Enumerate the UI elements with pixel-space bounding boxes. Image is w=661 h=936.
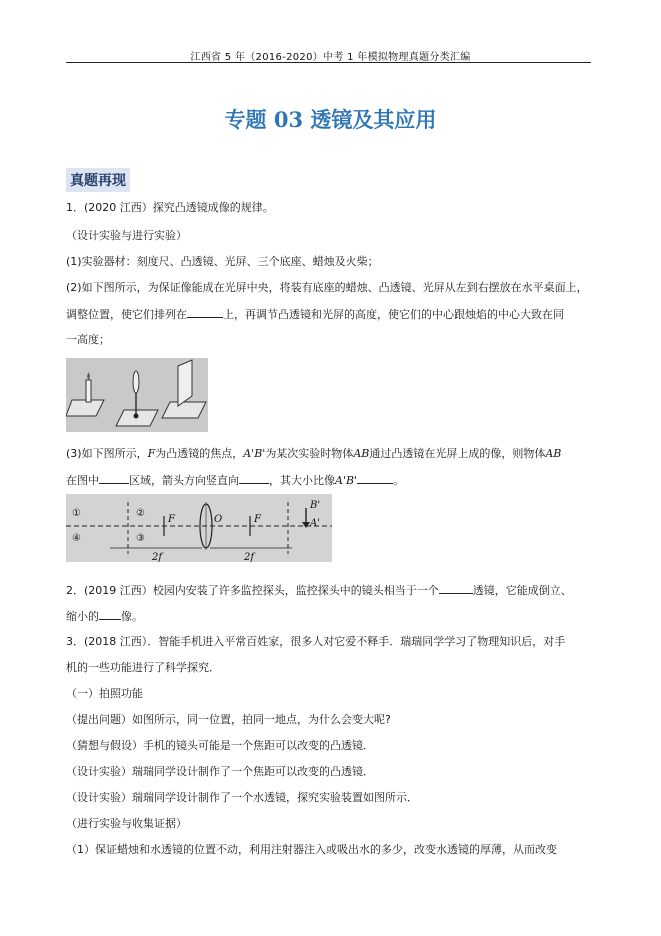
q2-text-d: 像。 bbox=[121, 610, 143, 623]
q2-text-b: 透镜，它能成倒立、 bbox=[472, 584, 572, 597]
answer-blank[interactable] bbox=[439, 582, 473, 594]
q1-step3-text-g: ，其大小比像 bbox=[269, 474, 335, 487]
q1-step3-text-h: 。 bbox=[393, 474, 405, 487]
q2-text-a: 2．(2019 江西）校园内安装了许多监控探头，监控探头中的镜头相当于一个 bbox=[66, 584, 439, 597]
page-title: 专题 03 透镜及其应用 bbox=[224, 107, 437, 132]
q2-text-c: 缩小的 bbox=[66, 610, 99, 623]
q1-step2-text-b: 上，再调节凸透镜和光屏的高度，使它们的中心跟烛焰的中心大致在同 bbox=[223, 308, 564, 321]
q1-step2-line3: 一高度； bbox=[66, 333, 110, 346]
q1-step3-F: F bbox=[147, 447, 156, 460]
q1-step2-line1: (2)如下图所示，为保证像能成在光屏中央，将装有底座的蜡烛、凸透镜、光屏从左到右摆放在水平桌面上， bbox=[66, 281, 588, 294]
q1-step3-text-e: 在图中 bbox=[66, 474, 99, 487]
q3-line8: （进行实验与收集证据） bbox=[66, 817, 187, 830]
region-4-label: ④ bbox=[72, 533, 81, 544]
q1-step3-text-d: 通过凸透镜在光屏上成的像，则物体 bbox=[369, 447, 546, 460]
q1-step3-text-b: 为凸透镜的焦点， bbox=[155, 447, 244, 460]
q3-line3: （一）拍照功能 bbox=[66, 687, 143, 700]
answer-blank[interactable] bbox=[99, 472, 129, 484]
candle-lens-screen-photo bbox=[66, 358, 208, 432]
q3-line9: （1）保证蜡烛和水透镜的位置不动，利用注射器注入或吸出水的多少，改变水透镜的厚薄，从而改变 bbox=[66, 843, 557, 856]
q1-step3-AB2: AB bbox=[353, 447, 370, 460]
optics-bench-diagram bbox=[66, 494, 332, 562]
answer-blank[interactable] bbox=[187, 306, 223, 318]
image-B-label: B' bbox=[310, 500, 321, 511]
focus-F-left: F bbox=[168, 514, 175, 525]
page-header: 江西省 5 年（2016-2020）中考 1 年模拟物理真题分类汇编 bbox=[190, 52, 471, 63]
header-rule bbox=[66, 62, 591, 63]
answer-blank[interactable] bbox=[357, 472, 393, 484]
dist-2f-left: 2f bbox=[152, 552, 163, 562]
q1-step3-AB4: A'B' bbox=[335, 474, 358, 487]
q1-step3-line2 bbox=[66, 472, 596, 489]
q1-step3-line1 bbox=[66, 446, 596, 462]
dist-2f-right: 2f bbox=[244, 552, 255, 562]
q3-line2: 机的一些功能进行了科学探究． bbox=[66, 661, 220, 674]
q1-materials: (1)实验器材：刻度尺、凸透镜、光屏、三个底座、蜡烛及火柴； bbox=[66, 255, 379, 268]
answer-blank[interactable] bbox=[239, 472, 269, 484]
region-2-label: ② bbox=[136, 508, 145, 519]
q1-design: （设计实验与进行实验） bbox=[66, 229, 187, 242]
region-3-label: ③ bbox=[136, 533, 145, 544]
q3-line6: （设计实验）瑞瑞同学设计制作了一个焦距可以改变的凸透镜． bbox=[66, 765, 374, 778]
q2-line2 bbox=[66, 608, 596, 625]
focus-F-right: F bbox=[254, 514, 261, 525]
image-A-label: A' bbox=[310, 518, 320, 529]
q1-intro: 1．(2020 江西）探究凸透镜成像的规律。 bbox=[66, 201, 274, 214]
lens-center-O: O bbox=[214, 514, 223, 525]
q1-step3-AB1: A'B' bbox=[243, 447, 266, 460]
q3-line4: （提出问题）如图所示，同一位置，拍同一地点，为什么会变大呢? bbox=[66, 713, 391, 726]
q2-line1 bbox=[66, 582, 596, 599]
region-1-label: ① bbox=[72, 508, 81, 519]
q3-line1: 3．(2018 江西）．智能手机进入平常百姓家，很多人对它爱不释手．瑞瑞同学学习了物理知识后，对手 bbox=[66, 635, 566, 648]
q1-step3-text-c: 为某次实验时物体 bbox=[265, 447, 354, 460]
q3-line7: （设计实验）瑞瑞同学设计制作了一个水透镜，探究实验装置如图所示． bbox=[66, 791, 418, 804]
answer-blank[interactable] bbox=[99, 608, 121, 620]
q1-step3-text-f: 区域，箭头方向竖直向 bbox=[129, 474, 239, 487]
q1-step2-line2 bbox=[66, 306, 596, 323]
q3-line5: （猜想与假设）手机的镜头可能是一个焦距可以改变的凸透镜． bbox=[66, 739, 374, 752]
q1-step2-text-a: 调整位置，使它们排列在 bbox=[66, 308, 187, 321]
section-label: 真题再现 bbox=[66, 168, 130, 192]
q1-step3-AB3: AB bbox=[545, 447, 562, 460]
q1-step3-text-a: (3)如下图所示， bbox=[66, 447, 148, 460]
